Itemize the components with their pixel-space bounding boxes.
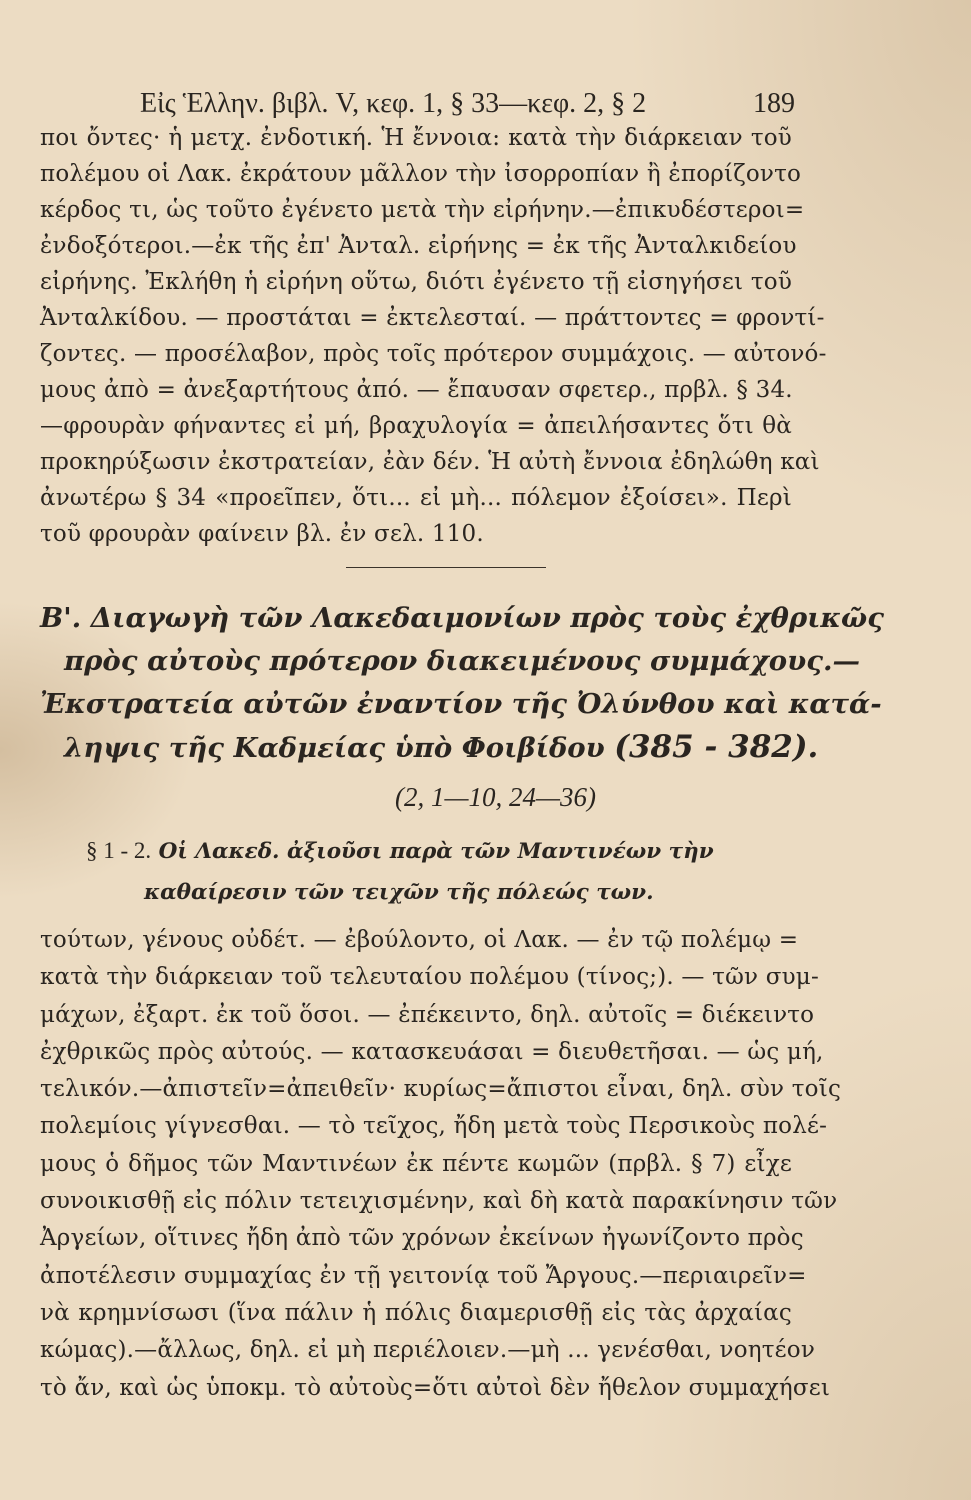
- text-line: ζοντες. — προσέλαβον, πρὸς τοῖς πρότερον συμμάχοις. — αὐτονό-: [40, 341, 827, 367]
- text-line: ἀνωτέρω § 34 «προεῖπεν, ὅτι... εἰ μὴ... πόλεμον ἐξοίσει». Περὶ: [40, 485, 792, 511]
- subsection-title: Οἱ Λακεδ. ἀξιοῦσι παρὰ τῶν Μαντινέων τὴν: [158, 839, 714, 864]
- text-line: κατὰ τὴν διάρκειαν τοῦ τελευταίου πολέμου (τίνος;). — τῶν συμ-: [40, 964, 819, 991]
- text-line: μους ἀπὸ = ἀνεξαρτήτους ἀπό. — ἔπαυσαν σφετερ., πρβλ. § 34.: [40, 377, 793, 403]
- section-divider: [346, 567, 546, 568]
- commentary-notes: [40, 120, 827, 552]
- subsection-heading: [86, 830, 746, 914]
- section-heading: [40, 597, 884, 769]
- text-line: κέρδος τι, ὡς τοῦτο ἐγένετο μετὰ τὴν εἰρήνην.—ἐπικυδέστεροι=: [40, 197, 805, 223]
- text-line: νὰ κρημνίσωσι (ἵνα πάλιν ἡ πόλις διαμερισθῇ εἰς τὰς ἀρχαίας: [40, 1299, 792, 1326]
- subsection-line: [86, 830, 746, 872]
- text-line: ἀποτέλεσιν συμμαχίας ἐν τῇ γειτονίᾳ τοῦ Ἄργους.—περιαιρεῖν=: [40, 1262, 807, 1289]
- heading-line: [40, 726, 819, 769]
- text-line: εἰρήνης. Ἐκλήθη ἡ εἰρήνη οὕτω, διότι ἐγένετο τῇ εἰσηγήσει τοῦ: [40, 269, 792, 295]
- text-line: ἐνδοξότεροι.—ἐκ τῆς ἐπ' Ἀνταλ. εἰρήνης = ἐκ τῆς Ἀνταλκιδείου: [40, 233, 797, 259]
- body-notes: [40, 922, 842, 1407]
- text-line: μάχων, ἐξαρτ. ἐκ τοῦ ὅσοι. — ἐπέκειντο, δηλ. αὐτοῖς = διέκειντο: [40, 1001, 815, 1028]
- text-line: συνοικισθῇ εἰς πόλιν τετειχισμένην, καὶ δὴ κατὰ παρακίνησιν τῶν: [40, 1188, 838, 1215]
- page-number: 189: [753, 88, 795, 119]
- heading-line: πρὸς αὐτοὺς πρότερον διακειμένους συμμάχους.—: [64, 645, 861, 677]
- heading-line: Ἐκστρατεία αὐτῶν ἐναντίον τῆς Ὀλύνθου καὶ κατά-: [40, 688, 882, 720]
- text-line: —φρουρὰν φήναντες εἰ μή, βραχυλογία = ἀπειλήσαντες ὅτι θὰ: [40, 413, 792, 439]
- text-line: τοῦ φρουρὰν φαίνειν βλ. ἐν σελ. 110.: [40, 521, 484, 547]
- section-number: § 1 - 2.: [86, 838, 152, 863]
- subsection-line: καθαίρεσιν τῶν τειχῶν τῆς πόλεώς των.: [144, 880, 654, 905]
- text-line: τελικόν.—ἀπιστεῖν=ἀπειθεῖν· κυρίως=ἄπιστοι εἶναι, δηλ. σὺν τοῖς: [40, 1076, 842, 1103]
- heading-line-text: ληψις τῆς Καδμείας ὑπὸ Φοιβίδου: [64, 732, 605, 764]
- text-line: τούτων, γένους οὐδέτ. — ἐβούλοντο, οἱ Λακ. — ἐν τῷ πολέμῳ =: [40, 927, 799, 953]
- text-line: Ἀνταλκίδου. — προστάται = ἐκτελεσταί. — πράττοντες = φροντί-: [40, 305, 825, 331]
- heading-dates: (385 - 382).: [614, 729, 819, 765]
- text-line: μους ὁ δῆμος τῶν Μαντινέων ἐκ πέντε κωμῶν (πρβλ. § 7) εἶχε: [40, 1150, 792, 1177]
- text-line: προκηρύξωσιν ἐκστρατείαν, ἐὰν δέν. Ἡ αὐτὴ ἔννοια ἐδηλώθη καὶ: [40, 449, 820, 475]
- text-line: ἐχθρικῶς πρὸς αὐτούς. — κατασκευάσαι = διευθετῆσαι. — ὡς μή,: [40, 1038, 824, 1065]
- text-line: πολεμίοις γίγνεσθαι. — τὸ τεῖχος, ἤδη μετὰ τοὺς Περσικοὺς πολέ-: [40, 1113, 828, 1140]
- text-line: πολέμου οἱ Λακ. ἐκράτουν μᾶλλον τὴν ἰσορροπίαν ἢ ἐπορίζοντο: [40, 161, 802, 187]
- text-line: τὸ ἄν, καὶ ὡς ὑποκμ. τὸ αὐτοὺς=ὅτι αὐτοὶ δὲν ἤθελον συμμαχήσει: [40, 1374, 831, 1401]
- page-header: [140, 86, 795, 122]
- text-line: Ἀργείων, οἵτινες ἤδη ἀπὸ τῶν χρόνων ἐκείνων ἠγωνίζοντο πρὸς: [40, 1225, 804, 1252]
- text-line: κώμας).—ἄλλως, δηλ. εἰ μὴ περιέλοιεν.—μὴ ... γενέσθαι, νοητέον: [40, 1337, 816, 1364]
- chapter-references: (2, 1—10, 24—36): [395, 782, 596, 812]
- heading-line: Β'. Διαγωγὴ τῶν Λακεδαιμονίων πρὸς τοὺς ἐχθρικῶς: [40, 602, 884, 634]
- text-line: ποι ὄντες· ἡ μετχ. ἐνδοτική. Ἡ ἔννοια: κατὰ τὴν διάρκειαν τοῦ: [40, 125, 792, 151]
- running-title: Εἰς Ἑλλην. βιβλ. V, κεφ. 1, § 33—κεφ. 2, § 2: [140, 88, 647, 119]
